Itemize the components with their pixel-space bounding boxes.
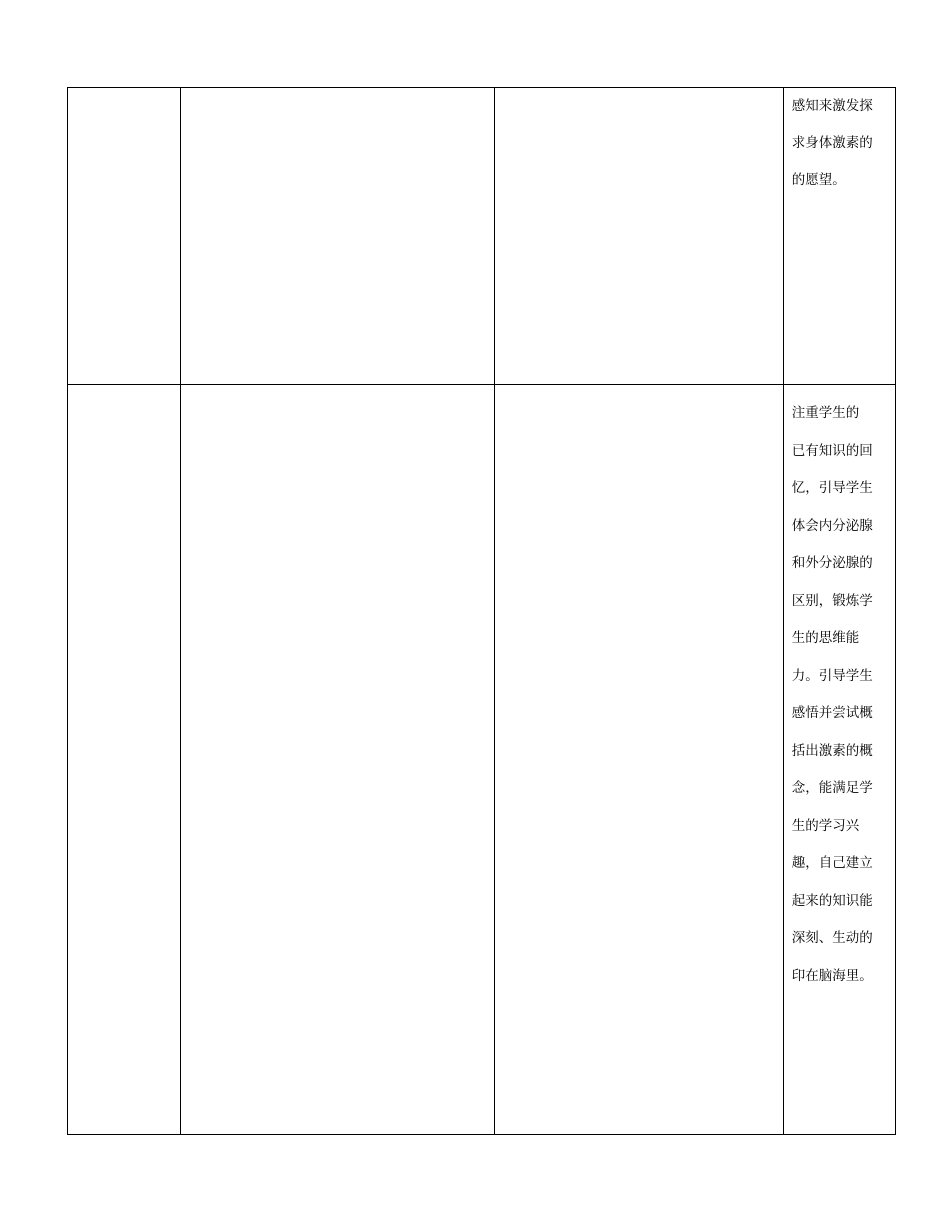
- intent-line: 生的学习兴: [791, 817, 860, 834]
- teacher-activity-cell: [181, 88, 495, 385]
- intent-line: 念，能满足学: [791, 780, 873, 796]
- intent-line: 的愿望。: [791, 172, 846, 188]
- intent-line: 忆，引导学生: [791, 480, 873, 496]
- intent-line: 趣，自己建立: [791, 855, 873, 871]
- intent-line: 注重学生的: [791, 405, 860, 421]
- intent-line: 起来的知识能: [791, 892, 873, 909]
- intent-line: 和外分泌腺的: [791, 555, 873, 571]
- intent-line: 深刻、生动的: [791, 930, 873, 946]
- intent-line: 区别，锻炼学: [791, 592, 873, 609]
- stage-cell-empty: [68, 88, 181, 385]
- intent-line: 印在脑海里。: [791, 967, 873, 984]
- intent-line: 体会内分泌腺: [791, 517, 873, 534]
- student-activity-cell: [495, 88, 784, 385]
- lesson-plan-table: [67, 87, 896, 1135]
- intent-line: 力。引导学生: [791, 667, 873, 684]
- table-row: [68, 88, 896, 385]
- intent-line: 已有知识的回: [791, 442, 873, 459]
- intent-line: 求身体激素的: [791, 135, 873, 151]
- teacher-activity-cell: [181, 385, 495, 1135]
- intent-line: 括出激素的概: [791, 742, 873, 759]
- design-intent-cell: [783, 385, 895, 1135]
- table-row: [68, 385, 896, 1135]
- stage-cell: [68, 385, 181, 1135]
- intent-line: 感悟并尝试概: [791, 705, 873, 721]
- intent-line: 生的思维能: [791, 630, 860, 646]
- intent-line: 感知来激发探: [791, 98, 873, 114]
- design-intent-cell: [783, 88, 895, 385]
- student-activity-cell: [495, 385, 784, 1135]
